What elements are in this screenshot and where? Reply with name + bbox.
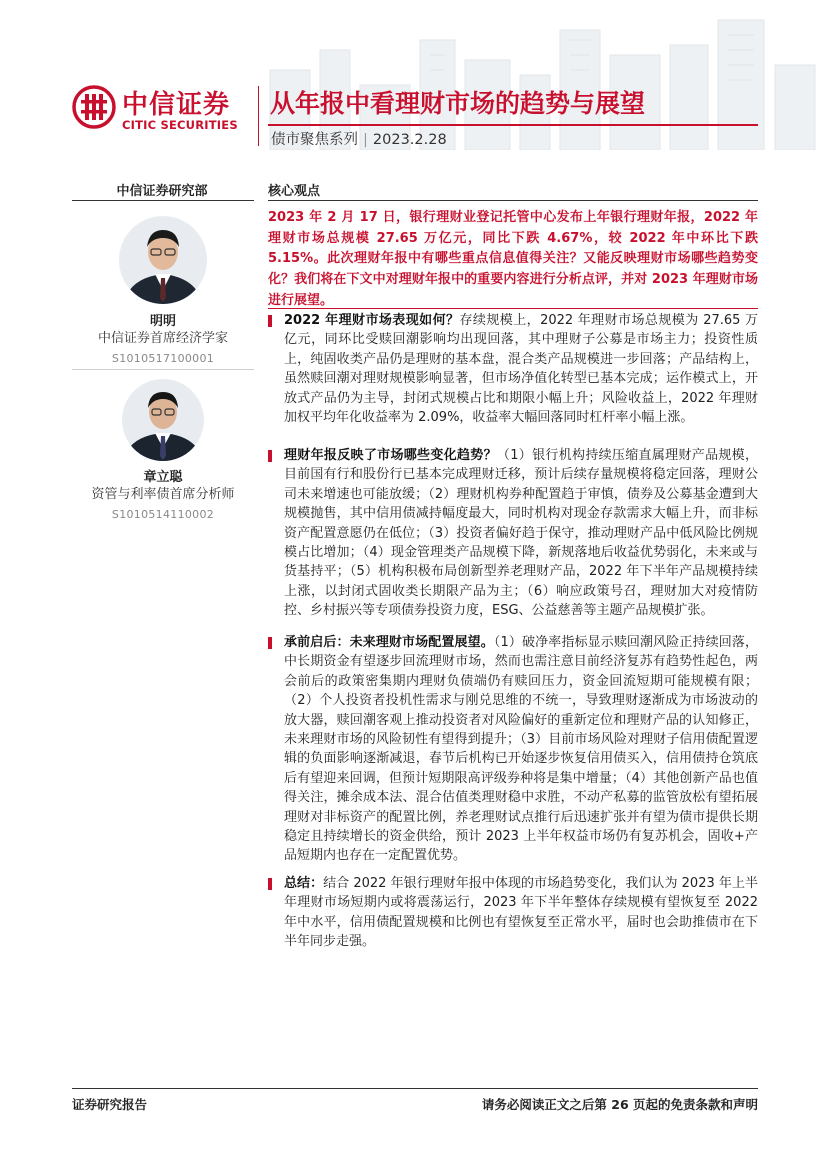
core-views-heading: 核心观点 [268,184,321,199]
analyst-card [72,214,254,370]
key-point [268,311,758,427]
core-views-rule [268,200,758,201]
header-divider [258,86,259,146]
title-underline [268,124,758,126]
bullet-marker-icon [268,637,272,649]
analyst-name: 明明 [149,314,176,329]
key-point-lead: 总结： [284,876,324,891]
core-intro-paragraph: 2023 年 2 月 17 日，银行理财业登记托管中心发布上年银行理财年报，2022 年理财市场总规模 27.65 万亿元，同比下跌 4.67%，较 2022 年中环比下跌 5.15%。此次理财年报中有哪些重点信息值得关注？又能反映理财市场哪些趋势变化？我们将在下文中对理财年报中的重要内容进行分析点评，并对 2023 年理财市场进行展望。 [268,210,758,308]
key-point-lead: 理财年报反映了市场哪些变化趋势？ [284,448,497,463]
report-title: 从年报中看理财市场的趋势与展望 [270,89,646,118]
citic-emblem-icon [72,85,116,129]
citic-logo [72,82,252,142]
key-point-lead: 承前启后：未来理财市场配置展望。 [284,635,494,650]
analyst-card [72,378,254,521]
key-point [268,633,758,866]
research-department: 中信证券研究部 [116,184,208,199]
intro-divider [268,308,758,309]
key-point-body: （1）破净率指标显示赎回潮风险正持续回落，中长期资金有望逐步回流理财市场，然而也需注意目前经济复苏有趋势性起色，两会前后的政策密集期内理财负债端仍有赎回压力，资金回流短期可能规模有限；（2）个人投资者投机性需求与刚兑思维的不统一，导致理财逐渐成为市场波动的放大器，赎回潮客观上推动投资者对风险偏好的重新定位和理财产品的认知修正，未来理财市场的风险韧性有望得到提升；（3）目前市场风险对理财子信用债配置逻辑的负面影响逐渐减退，春节后机构已开始逐步恢复信用债买入，信用债持仓筑底后有望迎来回调，但预计短期限高评级券种将是集中增量；（4）其他创新产品也值得关注，摊余成本法、混合估值类理财稳中求胜，不动产私募的监管放松有望拓展理财对非标资产的配置比例，养老理财试点推行后迅速扩张并有望为债市提供长期稳定且持续增长的资金供给，预计 2023 上半年权益市场仍有复苏机会，固收+产品短期内也存在一定配置优势。 [284,635,758,864]
analyst-separator [72,369,254,370]
bullet-marker-icon [268,315,272,327]
analyst-portrait-icon [118,214,208,306]
brand-name-cn: 中信证券 [122,90,231,120]
footer-rule [72,1088,758,1089]
analyst-license-id: S1010514110002 [111,508,215,521]
key-point [268,446,758,621]
bullet-marker-icon [268,450,272,462]
brand-name-en: CITIC SECURITIES [122,118,238,132]
key-point-lead: 2022 年理财市场表现如何？ [284,313,460,328]
analyst-license-id: S1010517100001 [111,352,215,365]
key-point-body: 存续规模上，2022 年理财市场总规模为 27.65 万亿元，同环比受赎回潮影响均出现回落，其中理财子公募是市场主力；投资性质上，纯固收类产品仍是理财的基本盘，混合类产品规模进一步回落；产品结构上，虽然赎回潮对理财规模影响显著，但市场净值化转型已基本完成；运作模式上，开放式产品仍为主导，封闭式规模占比和期限小幅上升；风险收益上，2022 年理财加权平均年化收益率为 2.09%，收益率大幅回落同时杠杆率小幅上涨。 [284,313,758,426]
footer-disclaimer: 请务必阅读正文之后第 26 页起的免责条款和声明 [481,1097,758,1112]
report-subtitle: 债市聚焦系列 | 2023.2.28 [271,132,447,148]
report-date: 2023.2.28 [372,132,447,148]
key-point [268,874,758,952]
analyst-title: 中信证券首席经济学家 [97,331,228,346]
bullet-marker-icon [268,878,272,890]
analyst-title: 资管与利率债首席分析师 [91,487,235,502]
footer-report-type: 证券研究报告 [72,1097,148,1112]
report-series: 债市聚焦系列 [271,132,358,148]
key-point-body: （1）银行机构持续压缩直属理财产品规模，目前国有行和股份行已基本完成理财迁移，预计后续存量规模将稳定回落，理财公司未来增速也可能放缓；（2）理财机构券种配置趋于审慎，债券及公募基金遭到大规模抛售，其中信用债减持幅度最大，同时机构对现金存款需求大幅上升，而非标资产配置意愿仍在低位；（3）投资者偏好趋于保守，推动理财产品中低风险比例规模占比增加；（4）现金管理类产品规模下降，新规落地后收益优势弱化，未来或与货基持平；（5）机构积极布局创新型养老理财产品，2022 年下半年产品规模持续上涨，以封闭式固收类长期限产品为主；（6）响应政策号召，理财加大对疫情防控、乡村振兴等专项债券投资力度，ESG、公益慈善等主题产品规模扩张。 [284,448,758,619]
key-point-body: 结合 2022 年银行理财年报中体现的市场趋势变化，我们认为 2023 年上半年理财市场短期内或将震荡运行，2023 年下半年整体存续规模有望恢复至 2022 年中水平，信用债配置规模和比例也有望恢复至正常水平，届时也会助推债市在下半年同步走强。 [284,876,758,950]
analyst-name: 章立聪 [143,470,183,485]
analyst-portrait-icon [118,378,208,462]
department-rule [72,200,254,201]
